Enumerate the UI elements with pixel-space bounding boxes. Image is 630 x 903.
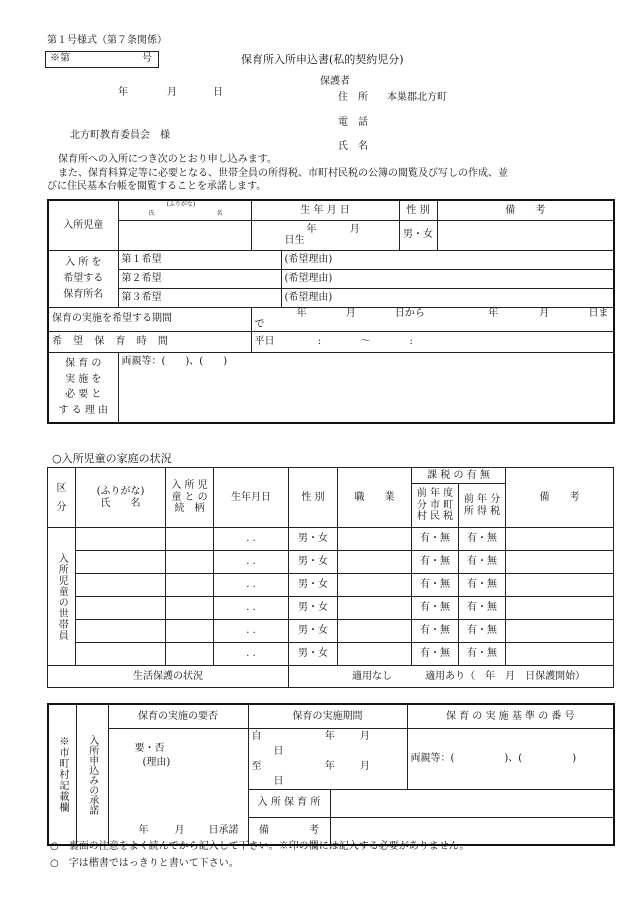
col-tax-a <box>412 484 459 528</box>
col-rel-1: 入 所 児 <box>171 480 208 492</box>
period-month: 月 <box>345 307 356 319</box>
office-side-text: ※市町村記載欄 <box>57 736 68 813</box>
child-dob-input[interactable] <box>251 220 399 250</box>
office-to: 至 <box>251 760 262 772</box>
family-remarks-input[interactable] <box>506 597 614 620</box>
col-sex: 性 別 <box>289 468 338 528</box>
shi-label: 氏 <box>148 210 155 217</box>
nursery-label-line-3: 保育所名 <box>63 288 104 300</box>
office-from: 自 <box>251 730 262 742</box>
col-rel-2: 童 と の <box>171 491 208 503</box>
family-relation-input[interactable] <box>166 574 214 597</box>
col-tax-b-2: 所 得 税 <box>463 505 501 517</box>
family-sex-value[interactable]: 男・女 <box>289 643 338 666</box>
office-approval-label <box>76 704 108 845</box>
family-remarks-input[interactable] <box>506 574 614 597</box>
hours-colon-1: : <box>317 335 322 347</box>
office-date-approved: 日承諾 <box>208 824 239 836</box>
family-row <box>48 551 614 574</box>
date-year: 年 <box>118 87 128 98</box>
family-dob-input[interactable]: . . <box>214 551 289 574</box>
family-tax-a-value[interactable]: 有・無 <box>412 574 459 597</box>
family-dob-input[interactable]: . . <box>214 597 289 620</box>
phone-label: 電 話 <box>338 117 368 128</box>
family-tax-a-value[interactable]: 有・無 <box>412 528 459 551</box>
family-tax-b-value[interactable]: 有・無 <box>459 597 506 620</box>
intro-line-2: また、保育料算定等に必要となる、世帯全員の所得税、市町村民税の公簿の閲覧及び写しの作成、並 <box>58 168 508 179</box>
col-name-1: (ふりがな) <box>96 486 145 497</box>
family-name-input[interactable] <box>76 597 166 620</box>
hours-tilde: 〜 <box>360 335 371 347</box>
family-remarks-input[interactable] <box>506 528 614 551</box>
office-from-day: 日 <box>273 745 284 757</box>
choice-2[interactable]: 第２希望 <box>118 269 281 288</box>
col-job: 職 業 <box>338 468 412 528</box>
family-dob-input[interactable]: . . <box>214 528 289 551</box>
choice-1-reason[interactable]: (希望理由) <box>281 250 614 269</box>
form-number-label: 第１号様式（第７条関係） <box>47 35 167 46</box>
office-use-table <box>47 703 615 846</box>
col-tax-a-2: 分 市 町 <box>416 499 454 511</box>
welfare-yes: 適用あり（ 年 月 日保護開始） <box>425 670 586 682</box>
family-job-input[interactable] <box>338 528 412 551</box>
family-row <box>48 643 614 666</box>
intro-line-3: びに住民基本台帳を閲覧することを承諾します。 <box>47 181 267 192</box>
family-sex-value[interactable]: 男・女 <box>289 620 338 643</box>
office-from-month: 月 <box>359 730 370 742</box>
need-reason-input[interactable] <box>118 352 614 423</box>
period-to: 日まで <box>254 307 609 330</box>
family-name-input[interactable] <box>76 620 166 643</box>
family-relation-input[interactable] <box>166 528 214 551</box>
family-job-input[interactable] <box>338 597 412 620</box>
col-name <box>76 468 166 528</box>
office-date-year: 年 <box>138 824 149 836</box>
footer-note-1: ○ 裏面の注意をよく読んでから記入して下さい。※印の欄には記入する必要がありません。 <box>50 841 470 852</box>
family-tax-b-value[interactable]: 有・無 <box>459 620 506 643</box>
office-nursery-input[interactable] <box>330 789 614 817</box>
family-relation-input[interactable] <box>166 551 214 574</box>
col-name-2: 氏 名 <box>100 497 141 509</box>
family-job-input[interactable] <box>338 574 412 597</box>
family-tax-b-value[interactable]: 有・無 <box>459 551 506 574</box>
family-table <box>47 467 614 688</box>
date-day: 日 <box>213 87 223 98</box>
family-side-label <box>48 528 76 666</box>
family-row <box>48 620 614 643</box>
need-reason-label <box>48 352 118 423</box>
family-remarks-input[interactable] <box>506 620 614 643</box>
col-kubun-1: 区 <box>56 482 67 494</box>
family-dob-input[interactable]: . . <box>214 643 289 666</box>
family-row <box>48 528 614 551</box>
period-label: 保育の実施を希望する期間 <box>48 307 251 331</box>
col-tax-b-1: 前 年 分 <box>463 494 501 505</box>
need-label-line-3: 必 要 と <box>65 389 102 401</box>
office-period-cell[interactable] <box>248 728 407 789</box>
family-row <box>48 574 614 597</box>
family-tax-a-value[interactable]: 有・無 <box>412 620 459 643</box>
family-name-input[interactable] <box>76 574 166 597</box>
col-dob: 生年月日 <box>214 468 289 528</box>
office-need-cell[interactable] <box>108 728 248 845</box>
welfare-status[interactable] <box>289 666 614 688</box>
family-side-text: 入所児童の世帯員 <box>56 552 68 641</box>
col-kubun-2: 分 <box>56 501 67 513</box>
family-relation-input[interactable] <box>166 643 214 666</box>
choice-3-reason[interactable]: (希望理由) <box>281 288 614 307</box>
office-period-head: 保育の実施期間 <box>248 704 407 728</box>
dob-month: 月 <box>349 223 360 235</box>
office-to-month: 月 <box>359 760 370 772</box>
address-value: 本巣郡北方町 <box>387 92 447 103</box>
col-tax-a-1: 前 年 度 <box>416 488 454 500</box>
date-month: 月 <box>167 87 177 98</box>
name-label: 氏 名 <box>338 141 368 152</box>
office-need-head: 保育の実施の要否 <box>108 704 248 728</box>
office-reason: (理由) <box>142 756 171 768</box>
family-row <box>48 597 614 620</box>
family-job-input[interactable] <box>338 551 412 574</box>
child-name-header <box>118 200 251 220</box>
guardian-label: 保護者 <box>320 76 350 87</box>
family-name-input[interactable] <box>76 528 166 551</box>
application-table <box>47 199 615 424</box>
family-tax-a-value[interactable]: 有・無 <box>412 551 459 574</box>
col-tax: 課 税 の 有 無 <box>412 468 506 484</box>
welfare-none: 適用なし <box>352 670 392 682</box>
child-label: 入所児童 <box>48 200 118 250</box>
family-job-input[interactable] <box>338 643 412 666</box>
office-to-year: 年 <box>324 760 335 772</box>
office-yes-no: 要・否 <box>134 742 165 754</box>
period-input[interactable] <box>251 307 614 331</box>
family-sex-value[interactable]: 男・女 <box>289 551 338 574</box>
family-relation-input[interactable] <box>166 620 214 643</box>
need-label-line-1: 保 育 の <box>65 358 102 370</box>
mei-label: 名 <box>216 210 223 217</box>
period-year-2: 年 <box>488 307 499 319</box>
col-kubun <box>48 468 76 528</box>
col-rel-3: 続 柄 <box>174 503 205 515</box>
family-sex-value[interactable]: 男・女 <box>289 528 338 551</box>
choice-3[interactable]: 第３希望 <box>118 288 281 307</box>
hours-input[interactable] <box>251 331 614 352</box>
reception-number-suffix: 号 <box>142 53 152 64</box>
addressee: 北方町教育委員会 様 <box>70 130 170 141</box>
nursery-label-line-1: 入 所 を <box>65 256 102 268</box>
office-to-day: 日 <box>273 775 284 787</box>
col-tax-a-3: 村 民 税 <box>416 511 454 523</box>
reception-number-box <box>45 51 159 68</box>
col-relation <box>166 468 214 528</box>
address-label: 住 所 <box>338 92 368 103</box>
office-side-label <box>48 704 76 845</box>
family-remarks-input[interactable] <box>506 643 614 666</box>
col-tax-b <box>459 484 506 528</box>
choice-2-reason[interactable]: (希望理由) <box>281 269 614 288</box>
footer-note-2: ○ 字は楷書ではっきりと書いて下さい。 <box>50 858 239 869</box>
family-job-input[interactable] <box>338 620 412 643</box>
office-remarks-label: 備 考 <box>248 817 330 845</box>
office-approval-text: 入所申込みの承諾 <box>86 734 98 815</box>
child-remarks-input[interactable] <box>437 220 614 250</box>
furigana-label: (ふりがな) <box>166 201 196 208</box>
welfare-label: 生活保護の状況 <box>48 666 289 688</box>
col-remarks: 備 考 <box>506 468 614 528</box>
office-from-year: 年 <box>324 730 335 742</box>
remarks-header: 備 考 <box>437 200 614 220</box>
period-month-2: 月 <box>539 307 550 319</box>
family-tax-b-value[interactable]: 有・無 <box>459 574 506 597</box>
family-sex-value[interactable]: 男・女 <box>289 597 338 620</box>
family-dob-input[interactable]: . . <box>214 620 289 643</box>
family-name-input[interactable] <box>76 551 166 574</box>
family-relation-input[interactable] <box>166 597 214 620</box>
need-label-line-2: 実 施 を <box>65 373 102 385</box>
intro-line-1: 保育所への入所につき次のとおり申し込みます。 <box>58 154 277 165</box>
nursery-label <box>48 250 118 307</box>
hours-colon-2: : <box>409 335 413 347</box>
family-heading: ○入所児童の家庭の状況 <box>52 452 172 465</box>
dob-header: 生 年 月 日 <box>251 200 399 220</box>
need-label-line-4: す る 理 由 <box>58 404 109 416</box>
family-remarks-input[interactable] <box>506 551 614 574</box>
page-title: 保育所入所申込書(私的契約児分) <box>241 53 404 66</box>
child-name-input[interactable] <box>118 220 251 250</box>
family-sex-value[interactable]: 男・女 <box>289 574 338 597</box>
office-nursery-label: 入 所 保 育 所 <box>248 789 330 817</box>
family-tax-a-value[interactable]: 有・無 <box>412 643 459 666</box>
family-tax-b-value[interactable]: 有・無 <box>459 528 506 551</box>
child-sex-value[interactable]: 男・女 <box>399 220 437 250</box>
period-year: 年 <box>296 307 307 319</box>
dob-day: 日生 <box>284 235 305 246</box>
dob-year: 年 <box>306 223 317 235</box>
office-date-month: 月 <box>174 824 185 836</box>
family-tax-a-value[interactable]: 有・無 <box>412 597 459 620</box>
family-name-input[interactable] <box>76 643 166 666</box>
period-from: 日から <box>394 307 425 319</box>
need-parents: 両親等：( )、( ) <box>121 355 228 367</box>
reception-number-prefix: ※第 <box>50 53 70 64</box>
family-tax-b-value[interactable]: 有・無 <box>459 643 506 666</box>
office-standard-cell[interactable]: 両親等：( )、( ) <box>407 728 614 789</box>
sex-header: 性 別 <box>399 200 437 220</box>
choice-1[interactable]: 第１希望 <box>118 250 281 269</box>
hours-weekday: 平日 <box>254 335 275 347</box>
family-dob-input[interactable]: . . <box>214 574 289 597</box>
nursery-label-line-2: 希望する <box>63 272 104 284</box>
office-standard-head: 保 育 の 実 施 基 準 の 番 号 <box>407 704 614 728</box>
hours-label: 希 望 保 育 時 間 <box>48 331 251 352</box>
